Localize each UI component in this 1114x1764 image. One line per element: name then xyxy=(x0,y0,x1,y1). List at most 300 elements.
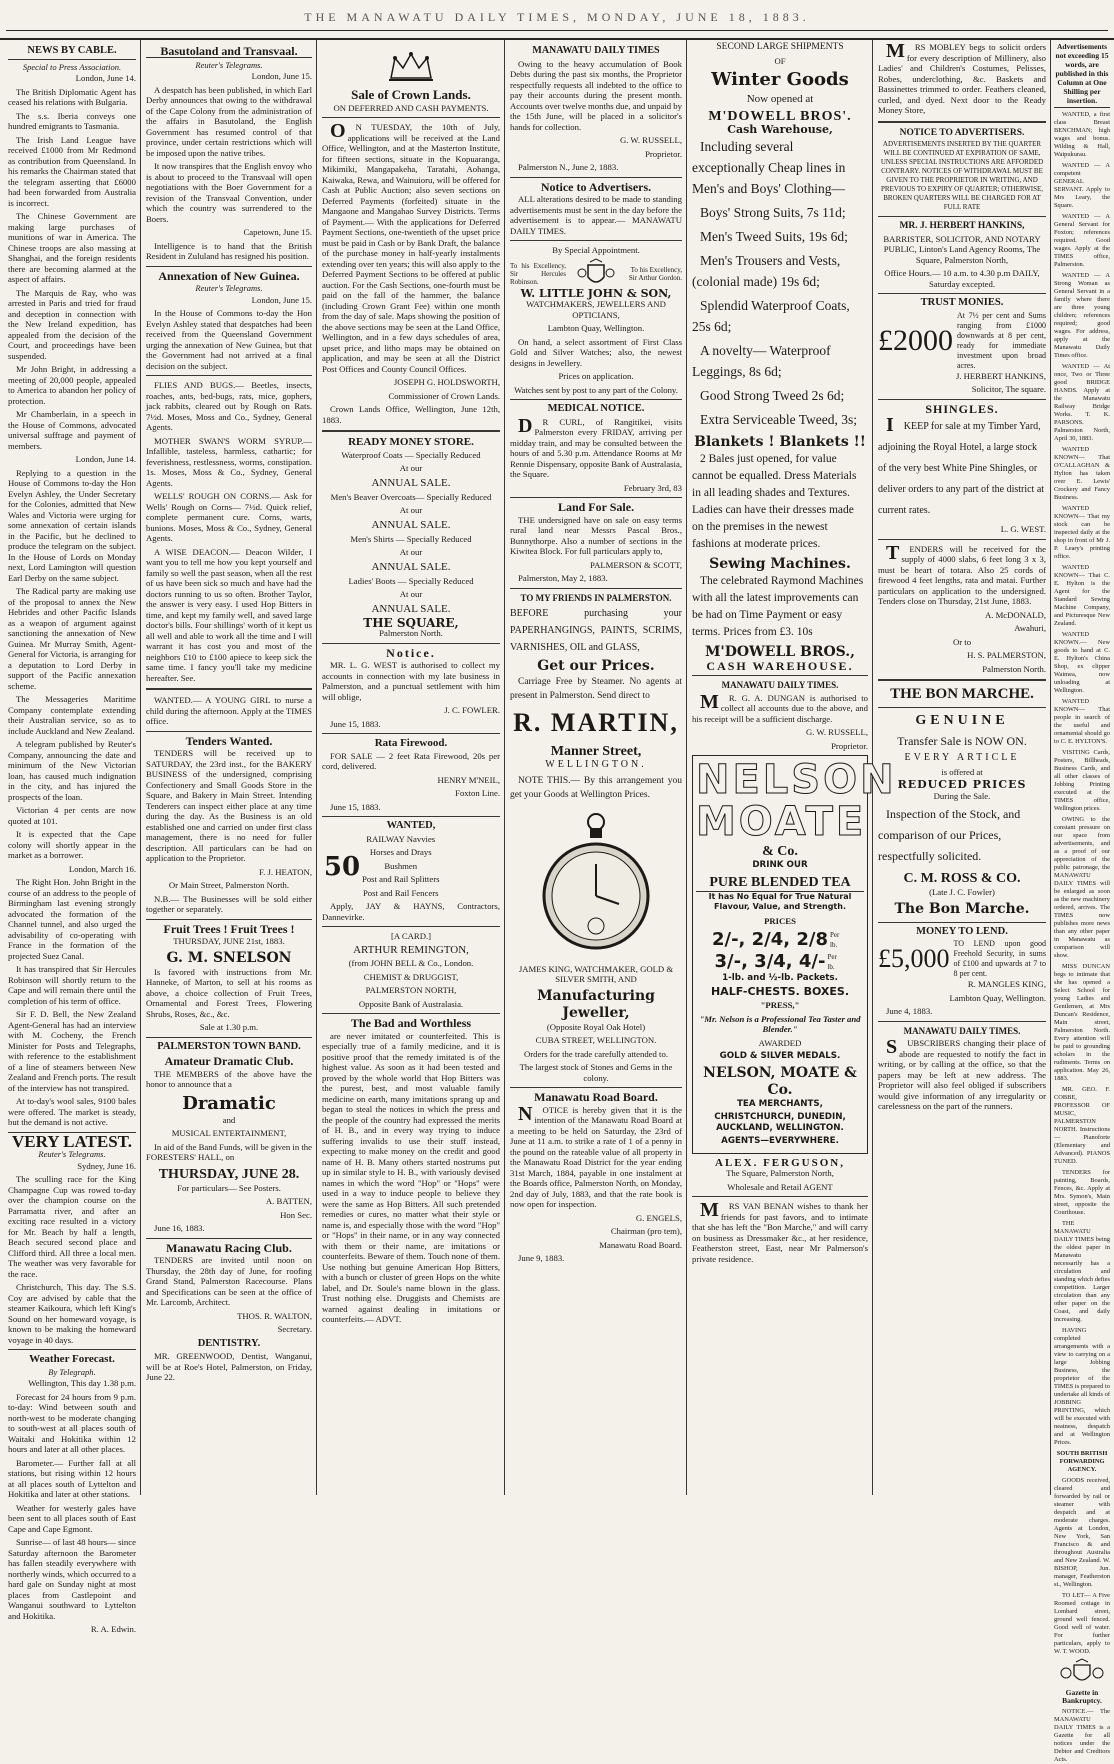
watchmaker-sub: WATCHMAKERS, JEWELLERS AND OPTICIANS, xyxy=(526,299,666,320)
medical-date: February 3rd, 83 xyxy=(623,482,682,493)
shingles-text: IKEEP for sale at my Timber Yard, adjoining the Royal Hotel, a large stock of the very best White Pine Shingles, or deliver orders to any part of the district at current rates. xyxy=(878,414,1045,516)
weather-sub: By Telegraph. xyxy=(48,1366,96,1377)
trust-sign-2: Solicitor, The square. xyxy=(971,384,1046,394)
column-basutoland xyxy=(142,40,316,1495)
bon-marche-name: The Bon Marche. xyxy=(894,900,1030,917)
basutoland-para: A despatch has been published, in which Earl Derby announces that owing to the withdrawal of the Cape Colony from the administration of the affairs in Basutoland, the English Government has resumed control of that province, under certain restrictions which will be imposed upon the native tribes. xyxy=(146,84,312,158)
divider xyxy=(146,266,312,267)
clothing-item: Boys' Strong Suits, 7s 11d; xyxy=(700,204,846,220)
shipments-of: OF xyxy=(774,55,786,66)
jeweller-address: CUBA STREET, WELLINGTON. xyxy=(535,1035,657,1045)
appointment-block xyxy=(510,259,682,289)
rata-heading: Rata Firewood. xyxy=(374,737,448,749)
card-text: (from JOHN BELL & Co., London. xyxy=(348,958,474,968)
crown-lands-sub: ON DEFERRED AND CASH PAYMENTS. xyxy=(333,102,489,113)
watchmaker-name: W. LITTLE JOHN & SON, xyxy=(520,286,672,300)
fruit-time: Sale at 1.30 p.m. xyxy=(199,1022,259,1032)
clothing-list xyxy=(692,136,868,430)
very-latest-heading: VERY LATEST. xyxy=(11,1131,132,1151)
store-line: Men's Beaver Overcoats— Specially Reduced xyxy=(330,491,492,502)
band-sub: Amateur Dramatic Club. xyxy=(164,1054,294,1068)
gazette-heading: Gazette in Bankruptcy. xyxy=(1062,1688,1102,1705)
tenders-sign: F. J. HEATON, xyxy=(259,866,312,877)
store-line: Men's Shirts — Specially Reduced xyxy=(350,533,472,544)
press-label: "PRESS," xyxy=(760,1000,800,1010)
tea-merchants: TEA MERCHANTS, xyxy=(736,1098,823,1109)
offered-at: is offered at xyxy=(941,766,983,777)
martin-city: WELLINGTON. xyxy=(545,759,647,770)
classified-item: WANTED, a first class Breast BENCHMAN; high wages and bonus. Wilding & Hall, Waipukurau. xyxy=(1054,111,1110,158)
nelson-word: NELSON xyxy=(696,757,897,803)
nelson-moate-co: NELSON, MOATE & Co. xyxy=(703,1064,857,1098)
cable-dateline-2: London, June 14. xyxy=(75,454,136,464)
winter-goods: Winter Goods xyxy=(711,69,849,90)
weather-para: Forecast for 24 hours from 9 p.m. to-day: Wind between south and north-west to be moderate changing to south-west at all places south of Waitaki and Hokitika within 12 hours and later at all other places. xyxy=(8,1391,136,1454)
column-rule xyxy=(504,40,505,1495)
store-line: ANNUAL SALE. xyxy=(371,560,451,573)
racing-sign-2: Secretary. xyxy=(277,1324,312,1334)
money-date: June 4, 1883. xyxy=(886,1006,933,1016)
per-lb: Per lb. xyxy=(827,952,837,971)
road-board-sign-3: Manawatu Road Board. xyxy=(599,1239,682,1250)
wanted-block xyxy=(322,834,500,902)
band-date-2: June 16, 1883. xyxy=(154,1223,205,1233)
notice-advertisers-text: ALL alterations desired to be made to standing advertisements must be sent in the day before the advertisement is to appear.— MANAWATU DAILY TIMES. xyxy=(510,194,682,236)
store-line: At our xyxy=(399,463,423,473)
land-text: THE undersigned have on sale on easy terms rural land near Messrs Pascal Bros., Bunnythorpe. Also a number of sections in the Kiwitea Block. For full particulars apply to, xyxy=(510,514,682,556)
basutoland-dateline: London, June 15. xyxy=(251,71,312,81)
road-board-sign: G. ENGELS, xyxy=(635,1212,682,1223)
divider xyxy=(146,731,312,732)
daily-times-notice-date: Palmerston N., June 2, 1883. xyxy=(518,162,619,172)
cable-para: Mr Chamberlain, in a speech in the House of Commons, advocated universal suffrage and payment of members. xyxy=(8,409,136,451)
column-rule xyxy=(316,40,317,1495)
ferguson-address: The Square, Palmerston North, xyxy=(726,1168,834,1178)
column-notices xyxy=(506,40,686,1495)
notice-text: MR. L. G. WEST is authorised to collect my accounts in connection with my late business in Palmerston, and a punctual settlement with him will oblige, xyxy=(322,660,500,702)
divider xyxy=(146,688,312,690)
new-guinea-heading: Annexation of New Guinea. xyxy=(158,268,300,283)
racing-heading: Manawatu Racing Club. xyxy=(166,1240,292,1255)
classified-item: WANTED KNOWN— That O'CALLAGHAN & Hylton has taken over E. Lewis' Crockery and Fancy Business. xyxy=(1054,446,1110,501)
weather-sign: R. A. Edwin. xyxy=(90,1624,136,1634)
cable-agency: Special to Press Association. xyxy=(22,61,122,72)
sewing-text: The celebrated Raymond Machines with all the latest improvements can be had on Time Payment or easy terms. Prices from £3. 10s xyxy=(692,574,864,638)
wanted-heading: WANTED, xyxy=(386,820,436,831)
card-name: ARTHUR REMINGTON, xyxy=(353,943,469,956)
land-sign: PALMERSON & SCOTT, xyxy=(590,559,682,570)
store-town: Palmerston North. xyxy=(379,628,443,638)
medicine-ad: MOTHER SWAN'S WORM SYRUP.— Infallible, tasteless, harmless, cathartic; for feverishness, restlessness, worms, constipation. 1s. Moses, Moss & Co., Sydney, General Agents. xyxy=(146,435,312,488)
tenders-slabs-sign-5: Palmerston North. xyxy=(982,663,1046,674)
classified-item: WANTED — At once, Two or Three good BRIDGE HANDS. Apply at the Manawatu Railway Bridge Works. T. K. PARSONS. Palmerston North, April 30, 1883. xyxy=(1054,363,1110,442)
jeweller-big: Manufacturing Jeweller, xyxy=(537,987,655,1021)
wanted-list xyxy=(362,834,439,902)
clothing-item: Men's Trousers and Vests, (colonial made) 19s 6d; xyxy=(692,252,841,289)
clothing-item: Good Strong Tweed 2s 6d; xyxy=(700,387,845,403)
shingles-heading: SHINGLES. xyxy=(925,401,999,416)
press-quote: "Mr. Nelson is a Professional Tea Taster and Blender." xyxy=(699,1013,861,1034)
wanted-item: Post and Rail Splitters xyxy=(362,874,440,884)
blankets-heading: Blankets ! Blankets !! xyxy=(694,433,866,450)
store-line: At our xyxy=(399,505,423,515)
band-and: and xyxy=(222,1114,236,1125)
store-line: Ladies' Boots — Specially Reduced xyxy=(348,575,474,586)
packets: 1-lb. and ½-lb. Packets. xyxy=(722,973,838,983)
cable-para: The Chinese Government are making large purchases of munitions of war in America. The Chinese troops are also massing at Shanghai, and the foreign residents there are becoming alarmed at the aspect of affairs. xyxy=(8,211,136,284)
store-line: At our xyxy=(399,589,423,599)
divider xyxy=(878,922,1046,923)
prices-label: PRICES xyxy=(764,915,796,926)
divider xyxy=(878,293,1046,294)
divider xyxy=(322,1013,500,1014)
cable-para: It has transpired that Sir Hercules Robinson will shortly return to the Cape and will remain there until the completion of his term of office. xyxy=(8,964,136,1006)
divider xyxy=(510,497,682,498)
mobley-text: MRS MOBLEY begs to solicit orders for every description of Millinery, also Ladies' and Children's Costumes, Pelisses, Robes, underclothing, &c. Baskets and Bassinettes trimmed to order. Feathers cleaned, curled, and dyed. Next door to the Ready Money Store, xyxy=(878,40,1046,115)
cable-para: A telegram published by Reuter's Company, announcing the date and minimum of the New Victorian loan, has caused much indignation in the city, and has injured the prospects of the loan. xyxy=(8,739,136,802)
ross-name: C. M. ROSS & CO. xyxy=(903,871,1021,886)
divider xyxy=(146,375,312,376)
cable-paras xyxy=(8,87,136,452)
store-line: ANNUAL SALE. xyxy=(371,602,451,615)
wanted-apply: Apply, JAY & HAYNS, Contractors, Dannevirke. xyxy=(322,901,500,922)
wanted-girl-ad: WANTED.— A YOUNG GIRL to nurse a child during the afternoon. Apply at the TIMES office. xyxy=(146,695,312,726)
divider xyxy=(510,1087,682,1088)
wanted-item: RAILWAY Navvies xyxy=(366,833,436,844)
classified-item: SOUTH BRITISH FORWARDING AGENCY. xyxy=(1056,1450,1108,1473)
trust-heading: TRUST MONIES. xyxy=(920,297,1004,308)
weather-para: Barometer.— Further fall at all stations, but rising within 12 hours at all places south of Lyttelton and Hokitika and later at other stations. xyxy=(8,1457,136,1499)
band-text: THE MEMBERS of the above have the honor to announce that a xyxy=(146,1068,312,1089)
dramatic-big: Dramatic xyxy=(182,1092,276,1114)
divider xyxy=(692,1196,868,1197)
cable-para: The Messageries Maritime Company contemplate extending their Australian service, so as to include Auckland and New Zealand. xyxy=(8,694,136,736)
divider xyxy=(146,1238,312,1239)
hankins-text: BARRISTER, SOLICITOR, AND NOTARY PUBLIC, Linton's Land Agency Rooms, The Square, Palmerston North, xyxy=(883,233,1041,265)
store-line: ANNUAL SALE. xyxy=(371,518,451,531)
racing-sign: THOS. R. WALTON, xyxy=(237,1310,312,1321)
divider xyxy=(322,926,500,927)
weather-para: Weather for westerly gales have been sent to all places south of East Cape and Cape Egmont. xyxy=(8,1502,136,1534)
cable-para: Sir F. D. Bell, the New Zealand Agent-General has had an interview with M. Cocheny, the French Minister for Posts and Telegraphs, with reference to the establishment of a line of steamers between New Zealand and French ports. The result of the interview has not transpired. xyxy=(8,1009,136,1093)
classified-item: WANTED KNOWN— That C. E. Hylton is the Agent for the Standard Sewing Machine Company, and Picturesque New Zealand. xyxy=(1054,564,1110,627)
classified-item: TENDERS for painting, Boards, Fences, &c. Apply at Mrs. Symon's, Main street, opposite the Courthouse. xyxy=(1054,1169,1110,1216)
watchmaker-address: Lambton Quay, Wellington. xyxy=(547,323,645,333)
divider xyxy=(878,679,1046,681)
cable-para: Victorian 4 per cents are now quoted at 101. xyxy=(8,805,136,826)
store-line: At our xyxy=(399,547,423,557)
band-sign: A. BATTEN, xyxy=(265,1196,312,1206)
band-text-2: In aid of the Band Funds, will be given in the FORESTERS' HALL, on xyxy=(146,1141,312,1162)
divider xyxy=(510,240,682,241)
cable-para: Replying to a question in the House of Commons to-day the Hon Evelyn Ashley, the Under Secretary for the Colonies, admitted that New Wales and Victoria were urging for some annexation of certain islands in the Pacific, but he declined to produce the telegram on the subject. In the House of Lords on Monday next, Lord Lamington will question Earl Derby on the same subject. xyxy=(8,467,136,583)
column-rule xyxy=(1050,40,1051,1495)
mcdowell-warehouse: CASH WAREHOUSE. xyxy=(706,658,854,673)
cable-news-heading: NEWS BY CABLE. xyxy=(8,46,136,60)
latest-para: The sculling race for the King Champagne Cup was rowed to-day over the champion course on the Parramatta river, and after an exciting race resulted in a victory for Mr. Beach by half a length, Beach secured second place and Clifford third. All three a local men. The weather was very favorable for the race. xyxy=(8,1174,136,1279)
capetown-para: Intelligence is to hand that the British Resident in Zululand has resigned his position. xyxy=(146,240,312,261)
basutoland-heading: Basutoland and Transvaal. xyxy=(146,46,312,58)
divider xyxy=(878,539,1046,540)
notice-advertisers-text: ADVERTISEMENTS INSERTED BY THE QUARTER WILL BE CONTINUED AT EXPIRATION OF SAME, UNLESS SPECIAL INSTRUCTIONS ARE AFFORDED CONTRARY. NOTICES OF WITHDRAWAL MUST BE GIVEN TO THE PROPRIETOR IN WRITING, AND PREVIOUS TO EXPIRY OF QUARTER; OTHERWISE, BROKEN QUARTERS WILL BE CHARGED FOR AT FULL RATE xyxy=(880,140,1044,211)
land-date: Palmerston, May 2, 1883. xyxy=(518,573,608,583)
crown-lands-sign-2: Commissioner of Crown Lands. xyxy=(388,390,500,401)
cable-para: The Right Hon. John Bright in the course of an address to the people of Birmingham last evening strongly advocated the formation of the Channel tunnel, and also urged the advisability of co-operating with France in the formation of the projected Suez Canal. xyxy=(8,877,136,961)
awarded: AWARDED xyxy=(758,1037,802,1048)
money-block xyxy=(878,939,1046,979)
weather-heading: Weather Forecast. xyxy=(29,1353,115,1365)
divider xyxy=(322,643,500,644)
column-rule xyxy=(686,40,687,1495)
classified-item: WANTED — A Strong Woman as General Servant in a family where there are three young children; references required; good wages. For address, apply at the Manawatu Daily Times office. xyxy=(1054,272,1110,359)
cable-para: Mr John Bright, in addressing a meeting of 20,000 people, appealed to America to abandon her policy of protection. xyxy=(8,364,136,406)
classified-item: WANTED KNOWN.— New goods to hand at C. E. Hylton's China Shop, ex clipper Waimea, now unloading at Wellington. xyxy=(1054,631,1110,694)
crown-lands-heading: Sale of Crown Lands. xyxy=(351,87,471,102)
friends-text: BEFORE purchasing your PAPERHANGINGS, PAINTS, SCRIMS, VARNISHES, OIL and GLASS, xyxy=(510,608,682,653)
classified-item: WANTED — A competent GENERAL SERVANT. Apply to Mrs Leary, the Square. xyxy=(1054,162,1110,209)
bon-marche-heading: THE BON MARCHE. xyxy=(890,686,1034,702)
cable-para: The Radical party are making use of the proposal to annex the New Hebrides and other Pacific Islands as a weapon of argument against sanctioning the annexation of New Guinea. Mr Murray Smith, Agent-General for Victoria, is arranging for a deputation to Lord Derby in support of the Pacific annexation scheme. xyxy=(8,586,136,691)
classified-item: WANTED KNOWN— That people in search of the useful and ornamental should go to C. E. HYLTON'S. xyxy=(1054,698,1110,745)
medical-heading: MEDICAL NOTICE. xyxy=(547,403,645,414)
ready-money-lines xyxy=(322,450,500,616)
rata-text: FOR SALE — 2 feet Rata Firewood, 20s per cord, delivered. xyxy=(322,750,500,771)
basutoland-agency: Reuter's Telegrams. xyxy=(195,59,263,70)
watchmaker-prices: Prices on application. xyxy=(558,371,634,381)
daily-times-notice-heading: MANAWATU DAILY TIMES xyxy=(532,45,660,56)
agents: AGENTS—EVERYWHERE. xyxy=(721,1136,839,1146)
column-rule xyxy=(140,40,141,1495)
ready-money-heading: READY MONEY STORE. xyxy=(348,436,474,448)
road-board-date: June 9, 1883. xyxy=(518,1253,565,1263)
divider xyxy=(510,588,682,589)
store-name: THE SQUARE, xyxy=(363,615,459,630)
notice-advertisers-heading: NOTICE TO ADVERTISERS. xyxy=(899,127,1025,138)
classified-item: MR. GEO. F. COBBE, PROFESSOR OF MUSIC, PALMERSTON NORTH. Instructions— Pianoforte (Elementary and Advanced). PIANOS TUNED. xyxy=(1054,1086,1110,1165)
divider xyxy=(8,1349,136,1350)
jeweller-text: Orders for the trade carefully attended to. xyxy=(523,1048,668,1059)
trust-sign: J. HERBERT HANKINS, xyxy=(955,370,1046,381)
classifieds-heading: Advertisements not exceeding 15 words, are published in this Column at One Shilling per insertion. xyxy=(1054,42,1110,108)
watchmaker-text: On hand, a select assortment of First Class Gold and Silver Watches; also, the newest designs in Jewellery. xyxy=(510,336,682,368)
cable-para: The Irish Land League have received £1000 from Mr Redmond as contribution from Queensland. In his remarks the Chairman stated that the telegram asserting that £6000 had been forwarded from Australia is incorrect. xyxy=(8,134,136,208)
band-musical: MUSICAL ENTERTAINMENT, xyxy=(171,1128,287,1138)
daily-times-notice-text: Owing to the heavy accumulation of Book Debts during the past six months, the Proprietor respectfully requests all indebted to the office to pay their accounts during the present month. Accounts over twelve months due, and unpaid by the 15th June, will be placed in a solicitor's hands for collection. xyxy=(510,58,682,132)
coat-of-arms-icon xyxy=(1054,1659,1110,1687)
divider xyxy=(322,816,500,817)
auctioneer-name: G. M. SNELSON xyxy=(166,949,292,966)
card-town: PALMERSTON NORTH, xyxy=(365,985,457,995)
band-sign-2: Hon Sec. xyxy=(280,1209,312,1220)
trust-amount: £2000 xyxy=(878,323,953,357)
tenders-note: N.B.— The Businesses will be sold either together or separately. xyxy=(146,893,312,914)
rata-sign-2: Foxton Line. xyxy=(455,788,500,798)
dentist-text: MR. GREENWOOD, Dentist, Wanganui, will be at Roe's Hotel, Palmerston, on Friday, June 22. xyxy=(146,1351,312,1382)
column-classifieds xyxy=(1052,40,1112,1763)
clothing-item: A novelty— Waterproof Leggings, 8s 6d; xyxy=(692,342,831,379)
watchmaker-post: Watches sent by post to any part of the Colony. xyxy=(514,384,678,395)
daily-times-notice-sign: G. W. RUSSELL, xyxy=(619,135,682,145)
cable-dateline: London, June 14. xyxy=(75,73,136,83)
every-article: EVERY ARTICLE xyxy=(904,752,1020,763)
classified-item: MISS DUNCAN begs to intimate that she has opened a Select School for young Ladies and Gentlemen, at Mrs Duncan's Residence, Main street, Palmerston North. Every attention will be paid to grounding scholars in the rudiments. Terms on application. May 26, 1883. xyxy=(1054,963,1110,1082)
drink-our: DRINK OUR xyxy=(752,860,808,870)
appointment-b: To his Excellency, Sir Arthur Gordon. xyxy=(628,265,682,282)
reduced-prices: REDUCED PRICES xyxy=(897,778,1027,791)
card-opposite: Opposite Bank of Australasia. xyxy=(358,998,464,1009)
classified-item: VISITING Cards, Posters, Billheads, Business Cards, and all other classes of Jobbing Printing executed at the TIMES office, Wellington prices. xyxy=(1054,749,1110,812)
tenders-slabs-text: TENDERS will be received for the supply of 4000 slabs, 6 feet long 3 x 3, must be heart of totara. Also 25 cords of firewood 4 feet lengths, rata and matai. Further particulars on application to the undersigned. Tenders close on Thursday, 21st June, 1883. xyxy=(878,541,1046,606)
band-posters: For particulars— See Posters. xyxy=(177,1182,281,1193)
card-heading: [A CARD.] xyxy=(390,931,432,941)
now-opened: Now opened at xyxy=(746,93,814,105)
capetown-dateline: Capetown, June 15. xyxy=(243,227,312,237)
shipments-heading: SECOND LARGE SHIPMENTS xyxy=(716,42,844,52)
latest-dateline: Sydney, June 16. xyxy=(77,1160,136,1171)
hankins-name: MR. J. HERBERT HANKINS, xyxy=(899,221,1025,231)
weather-dateline: Wellington, This day 1.38 p.m. xyxy=(28,1378,136,1388)
jeweller-text-2: The largest stock of Stones and Gems in the colony. xyxy=(519,1062,673,1083)
racing-text: TENDERS are invited until noon on Thursday, the 28th day of June, for roofing Grand Stand, Palmerston Racecourse. Plans and Specifications can be seen at the office of Mr. Larcomb, Architect. xyxy=(146,1255,312,1307)
notice-date: June 15, 1883. xyxy=(330,718,381,729)
divider xyxy=(878,1021,1046,1022)
classified-item: HAVING completed arrangements with a view to carrying on a large Jobbing Business, the proprietor of the TIMES is prepared to undertake all kinds of JOBBING PRINTING, which will be executed with neatness, despatch and at Wellington Prices. xyxy=(1054,1327,1110,1446)
divider xyxy=(322,430,500,432)
store-line: ANNUAL SALE. xyxy=(371,476,451,489)
daily-times-notice-sign-2: Proprietor. xyxy=(645,148,682,159)
divider xyxy=(322,117,500,118)
cable-para: It is expected that the Cape colony will shortly appear in the market as a borrower. xyxy=(8,829,136,860)
martin-street: Manner Street, xyxy=(550,744,642,759)
divider xyxy=(878,216,1046,217)
price-line-2: 3/-, 3/4, 4/- xyxy=(714,951,826,972)
trust-text: At 7½ per cent and Sums ranging from £1000 downwards at 8 per cent, ready for immediate investment upon broad acres. xyxy=(957,310,1046,370)
blankets-text: 2 Bales just opened, for value cannot be equalled. Dress Materials in all leading shades and Textures. Ladies can have their dresses made on the premises in the newest fashions at moderate prices. xyxy=(692,452,857,550)
co-word: & Co. xyxy=(762,844,798,859)
tenders-slabs-sign-4: H. S. PALMERSTON, xyxy=(967,650,1046,660)
tenders-slabs-sign: A. McDONALD, xyxy=(984,609,1046,620)
chests: HALF-CHESTS. BOXES. xyxy=(710,984,850,998)
divider xyxy=(692,675,868,676)
notice-sign: J. C. FOWLER. xyxy=(444,705,500,715)
masthead xyxy=(0,0,1114,40)
divider xyxy=(146,919,312,920)
rata-date: June 15, 1883. xyxy=(330,801,381,812)
mdt-heading: MANAWATU DAILY TIMES. xyxy=(721,680,839,690)
masthead-rule xyxy=(6,30,1108,31)
genuine-heading: GENUINE xyxy=(915,713,1009,728)
divider xyxy=(878,707,1046,708)
mdt-sign-2: Proprietor. xyxy=(831,740,868,751)
mdt-sign: G. W. RUSSELL, xyxy=(805,727,868,737)
clothing-item: Including several exceptionally Cheap lines in Men's and Boys' Clothing— xyxy=(692,138,846,196)
tenders-heading: Tenders Wanted. xyxy=(185,733,273,748)
shingles-sign: L. G. WEST. xyxy=(1000,524,1046,534)
nelson-moate-ad xyxy=(692,755,897,1154)
mcdowell-name: M'DOWELL BROS'. xyxy=(708,109,852,124)
martin-note: NOTE THIS.— By this arrangement you get your Goods at Wellington Prices. xyxy=(510,775,682,800)
wanted-item: Post and Rail Fencers xyxy=(362,887,439,898)
new-guinea-para: In the House of Commons to-day the Hon Evelyn Ashley stated that despatches had been received from the Queensland Government urging the annexation of New Guinea, but that the Government had not arrived at a final decision on the subject. xyxy=(146,308,312,371)
cable-para: The British Diplomatic Agent has ceased his relations with Bulgaria. xyxy=(8,86,136,107)
clothing-item: Splendid Waterproof Coats, 25s 6d; xyxy=(692,297,850,334)
divider xyxy=(146,1037,312,1038)
notice-heading: Notice. xyxy=(386,645,436,660)
road-board-heading: Manawatu Road Board. xyxy=(534,1090,658,1104)
column-bon-marche xyxy=(874,40,1050,1495)
classified-item: NOTICE.— The MANAWATU DAILY TIMES is a Gazette for all notices under the Debtor and Creditors Acts. xyxy=(1054,1708,1110,1763)
wanted-count: 50 xyxy=(323,852,361,883)
moate-word: MOATE xyxy=(696,799,867,845)
inspection-text: Inspection of the Stock, and comparison of our Prices, respectfully solicited. xyxy=(878,807,1021,863)
wanted-item: Bushmen xyxy=(384,860,418,871)
during-sale: During the Sale. xyxy=(933,790,991,801)
clothing-item: Men's Tweed Suits, 19s 6d; xyxy=(700,228,848,244)
crown-lands-sign-3: Crown Lands Office, Wellington, June 12th, 1883. xyxy=(322,404,500,425)
friends-heading: TO MY FRIENDS IN PALMERSTON. xyxy=(520,592,672,603)
cable-dateline-3: London, March 16. xyxy=(68,863,136,874)
ferguson-name: ALEX. FERGUSON, xyxy=(715,1156,845,1169)
classified-item: WANTED — A General Servant for Foxton; references required. Good wages. Apply at the TIMES office, Palmerston. xyxy=(1054,213,1110,268)
column-mcdowell xyxy=(688,40,897,1495)
sewing-heading: Sewing Machines. xyxy=(709,555,851,572)
ferguson-agent: Wholesale and Retail AGENT xyxy=(727,1181,833,1192)
cash-warehouse: Cash Warehouse, xyxy=(727,123,833,136)
crown-lands-text: ON TUESDAY, the 10th of July, applications will be received at the Land Office, Wellington, and at the Masterton Institute, for fifteen sections, situate in the Kopuaranga, Mikimiki, Mangapakeha, Taratahi, Aohanga, Kaiwaka, Rewa, and Wainuioru, will be offered for Cash at Public Auction; also seven sections on Deferred Payments (forfeited) situate in the Mangaone and Mangahao Survey Districts. Terms of Payment.— With the applications for Deferred Payment Sections, one-twentieth of the upset price must be paid in Cash or by Bank Draft, the balance of the purchase money in half-yearly instalments extending over ten years; this will also apply to the Deferred Payment Sections to be offered at public auction. For the Cash Sections, one-fourth must be paid on the fall of the hammer, the balance (including Crown Grant Fee) within one month from the day of sale. Maps showing the position of the above sections may be seen at the Land Office, Wellington, and in a few days schedules of area, upset price, and litho maps may be obtained on application, and may be seen at all the District Post Offices and County Council Offices. xyxy=(322,120,500,374)
price-row xyxy=(696,929,864,951)
classified-item: WANTED KNOWN— That my stock can be inspected daily at the shop in front of Mr J. P. Leary's printing office. xyxy=(1054,505,1110,560)
new-guinea-dateline: London, June 15. xyxy=(251,294,312,305)
tenders-slabs-sign-3: Or to xyxy=(952,636,972,647)
latest-para: Christchurch, This day. The S.S. Coy are advised by cable that the steamer Kaikoura, which left King's Sound on her homeward voyage, is known to be making the homeward voyage in 40 days. xyxy=(8,1282,136,1345)
van-benan-text: MRS VAN BENAN wishes to thank her friends for past favors, and to intimate that she has left the "Bon Marche," and will carry on business as Dressmaker &c., at her residence, Featherston street, East, near Mr Palmerson's private residence. xyxy=(692,1199,868,1264)
classified-item: TO LET— A Five Roomed cottage in Lombard street, ground well fenced. Good well of water. For further particulars, apply to W. T. WOOD. xyxy=(1054,1592,1110,1655)
dentist-heading: DENTISTRY. xyxy=(197,1337,261,1349)
masthead-title: THE MANAWATU DAILY TIMES, MONDAY, JUNE 18, 1883. xyxy=(304,10,810,24)
medals: GOLD & SILVER MEDALS. xyxy=(719,1051,841,1061)
mdt-heading: MANAWATU DAILY TIMES. xyxy=(903,1025,1021,1036)
subscribers-text: SUBSCRIBERS changing their place of abode are requested to notify the fact in writing, or by calling at the office, so that the papers may be left at new address. The Proprietor will also feel obliged if subscribers would give information of any irregularity or carelessness on the part of the runners. xyxy=(878,1036,1046,1111)
coat-of-arms-icon xyxy=(576,259,616,289)
per-lb: Per lb. xyxy=(830,930,840,949)
clothing-item: Extra Serviceable Tweed, 3s; xyxy=(700,411,857,427)
column-cable-news xyxy=(4,40,140,1634)
jeweller-opposite: (Opposite Royal Oak Hotel) xyxy=(546,1021,646,1032)
medicine-ad: A WISE DEACON.— Deacon Wilder, I want you to tell me how you kept yourself and family so well the past season, when all the rest of us have been sick so much and have had the doctors running to us so often. Brother Taylor, the answer is very easy. I used Hop Bitters in time, and kept my family well, and saved large doctor's bills. Four shillings' worth of it kept us all well and able to work all the time and I will warrant it has cost you and most of the neighbors £10 to £100 apiece to keep sick the same time. I fancy you'll take my medicine hereafter. See. xyxy=(146,546,312,683)
money-address: Lambton Quay, Wellington. xyxy=(949,992,1046,1003)
transfer-sale: Transfer Sale is NOW ON. xyxy=(897,734,1027,748)
divider xyxy=(322,733,500,734)
price-row xyxy=(696,951,864,973)
jeweller-name: JAMES KING, WATCHMAKER, GOLD & SILVER SMITH, AND xyxy=(518,963,674,984)
tenders-slabs-sign-2: Awahuri, xyxy=(1014,623,1046,633)
divider xyxy=(510,177,682,178)
notice-advertisers-heading: Notice to Advertisers. xyxy=(540,179,652,194)
weather-para: Sunrise— of last 48 hours— since Saturday afternoon the Barometer has fallen steadily everywhere with northerly winds, which occurred to a hard gale on Sunday night at most places from Castlepoint and Wanganui southward to Lyttelton and Hokitika. xyxy=(8,1537,136,1621)
cable-para: The Marquis de Ray, who was arrested in Paris and tried for fraud and deception in connection with the New Ireland expedition, has appealed from the decision of the Court, and proceedings have been suspended. xyxy=(8,287,136,361)
divider xyxy=(510,399,682,400)
trust-block xyxy=(878,311,1046,371)
cable-para: The s.s. Iberia conveys one hundred emigrants to Tasmania. xyxy=(8,110,136,131)
band-date: THURSDAY, JUNE 28. xyxy=(158,1166,300,1182)
tea-title: PURE BLENDED TEA xyxy=(696,874,864,892)
medicine-ad: FLIES AND BUGS.— Beetles, insects, roaches, ants, bed-bugs, rats, mice, gophers, jack rabbits, cleared out by Rough on Rats. 7½d. Moses, Moss and Co., Sydney, General Agents. xyxy=(146,380,312,432)
money-text: TO LEND upon good Freehold Security, in sums of £100 and upwards at 7 to 8 per cent. xyxy=(953,939,1046,978)
store-line: Waterproof Coats — Specially Reduced xyxy=(341,449,481,460)
column-crown-lands xyxy=(318,40,504,1495)
classified-item: THE MANAWATU DAILY TIMES being the oldest paper in Manawatu necessarily has a circulation and standing which defies competition. Larger circulation than any other paper on the Coast, and daily increasing. xyxy=(1054,1220,1110,1323)
divider xyxy=(878,121,1046,123)
